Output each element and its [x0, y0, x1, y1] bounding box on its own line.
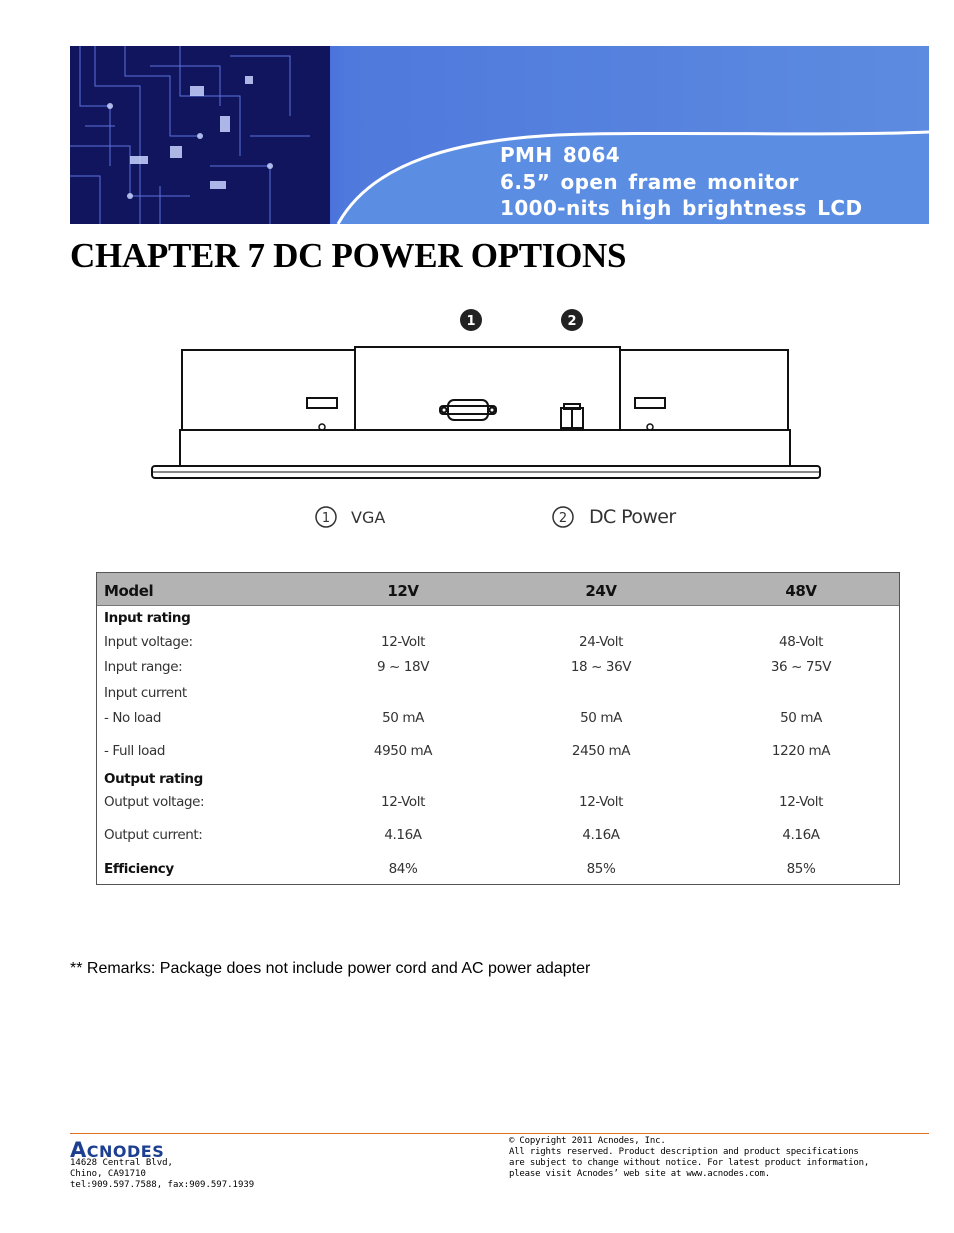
- row-label: Output voltage:: [104, 794, 205, 810]
- row-value: 4950 mA: [373, 743, 433, 759]
- row-value: 4.16A: [782, 827, 820, 843]
- callout-2: [561, 309, 583, 331]
- row-value: 85%: [786, 861, 816, 877]
- address-street: 14628 Central Blvd,: [70, 1158, 173, 1168]
- legend-dc-power-label: DC Power: [589, 506, 676, 528]
- row-label: - Full load: [104, 743, 165, 759]
- legend-vga-label: VGA: [351, 508, 386, 527]
- row-label: - No load: [104, 710, 162, 726]
- header-banner: [70, 46, 929, 224]
- row-value: 4.16A: [384, 827, 422, 843]
- row-label: Input rating: [104, 610, 191, 626]
- svg-text:1: 1: [321, 511, 331, 526]
- row-label: Input range:: [104, 659, 183, 675]
- row-value: 85%: [586, 861, 616, 877]
- copyright-line: please visit Acnodes’ web site at www.acnodes.com.: [509, 1169, 770, 1179]
- header-model: Model: [104, 582, 154, 600]
- legend-number-2-icon: [553, 507, 573, 527]
- row-value: 1220 mA: [771, 743, 831, 759]
- row-value: 36 ~ 75V: [770, 659, 832, 675]
- chapter-title: CHAPTER 7 DC POWER OPTIONS: [70, 236, 627, 275]
- svg-text:1: 1: [466, 314, 476, 329]
- row-value: 12-Volt: [579, 794, 623, 810]
- row-value: 84%: [388, 861, 418, 877]
- row-value: 2450 mA: [571, 743, 631, 759]
- svg-text:2: 2: [558, 511, 568, 526]
- row-label: Efficiency: [104, 861, 174, 877]
- product-type: 6.5” open frame monitor: [500, 169, 799, 194]
- dc-power-spec-table: [96, 572, 900, 885]
- company-address: [70, 1158, 254, 1191]
- copyright-line: All rights reserved. Product description and product specifications: [509, 1147, 859, 1157]
- acnodes-logo: [70, 1138, 230, 1160]
- row-value: 12-Volt: [381, 794, 425, 810]
- copyright-notice: [509, 1136, 869, 1180]
- footer-divider: [70, 1133, 929, 1134]
- row-value: 4.16A: [582, 827, 620, 843]
- legend-number-1-icon: [316, 507, 336, 527]
- row-value: 12-Volt: [779, 794, 823, 810]
- remarks-note: ** Remarks: Package does not include power cord and AC power adapter: [70, 960, 591, 977]
- row-label: Input current: [104, 685, 187, 701]
- dc-power-connector-icon: [561, 404, 583, 428]
- row-value: 50 mA: [580, 710, 622, 726]
- row-label: Output current:: [104, 827, 203, 843]
- row-value: 50 mA: [780, 710, 822, 726]
- vga-connector-icon: [440, 400, 496, 420]
- address-phone: tel:909.597.7588, fax:909.597.1939: [70, 1180, 255, 1190]
- svg-text:2: 2: [567, 314, 577, 329]
- callout-1: [460, 309, 482, 331]
- product-description: [500, 142, 862, 222]
- copyright-line: are subject to change without notice. For latest product information,: [509, 1158, 870, 1168]
- product-model: PMH 8064: [500, 143, 621, 167]
- row-label: Output rating: [104, 771, 203, 787]
- row-value: 50 mA: [382, 710, 424, 726]
- address-city: Chino, CA91710: [70, 1169, 146, 1179]
- svg-text:ACNODES: ACNODES: [70, 1138, 165, 1160]
- monitor-rear-diagram: [140, 300, 840, 540]
- monitor-side-view: [140, 300, 840, 540]
- copyright-line: © Copyright 2011 Acnodes, Inc.: [509, 1136, 666, 1146]
- row-label: Input voltage:: [104, 634, 193, 650]
- row-value: 24-Volt: [579, 634, 623, 650]
- table-header-row: [97, 573, 899, 606]
- header-24v: 24V: [585, 582, 617, 600]
- row-value: 9 ~ 18V: [376, 659, 430, 675]
- header-48v: 48V: [785, 582, 817, 600]
- row-value: 18 ~ 36V: [570, 659, 632, 675]
- row-value: 48-Volt: [779, 634, 823, 650]
- row-value: 12-Volt: [381, 634, 425, 650]
- header-12v: 12V: [387, 582, 419, 600]
- product-feature: 1000-nits high brightness LCD: [500, 196, 863, 220]
